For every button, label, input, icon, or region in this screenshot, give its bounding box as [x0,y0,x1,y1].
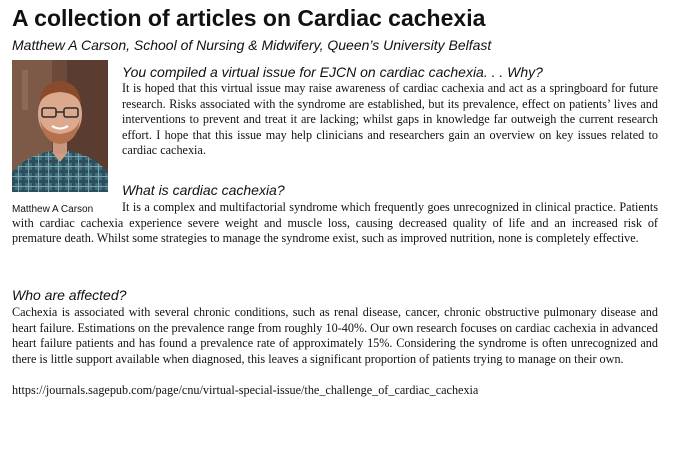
photo-caption: Matthew A Carson [12,204,94,215]
section-body-who: Cachexia is associated with several chronic conditions, such as renal disease, cancer, chronic obstructive pulmonary disease and heart failure. Estimations on the prevalence range from roughly 10-40%. Our own research focuses on cardiac cachexia in advanced heart failure patients and has found a prevalence rate of approximately 15%. Considering the syndrome is often unrecognized and there is little support available when diagnosed, this leaves a significant proportion of patients trying to manage on their own. [12,305,658,366]
section-heading-what: What is cardiac cachexia? [122,182,285,198]
author-byline: Matthew A Carson, School of Nursing & Midwifery, Queen’s University Belfast [12,37,492,53]
article-title: A collection of articles on Cardiac cachexia [12,5,486,31]
source-link[interactable]: https://journals.sagepub.com/page/cnu/virtual-special-issue/the_challenge_of_cardiac_cachexia [12,383,479,397]
section-heading-why: You compiled a virtual issue for EJCN on cardiac cachexia. . . Why? [122,64,543,80]
section-heading-who: Who are affected? [12,287,127,303]
author-photo [12,60,108,192]
section-body-why: It is hoped that this virtual issue may raise awareness of cardiac cachexia and act as a springboard for future research. Risks associated with the syndrome are established, but its prevalence, effect on patients’ lives and interventions to prevent and treat it are lacking; whilst gaps in knowledge far outweigh the current research effort. I hope that this issue may help clinicians and researchers gain an overview on key issues related to cardiac cachexia. [122,81,658,158]
section-body-what: It is a complex and multifactorial syndrome which frequently goes unrecognized in clinical practice. Patients with cardiac cachexia experience severe weight and muscle loss, causing decreased quality of life and an increased risk of premature death. Whilst some strategies to manage the syndrome exist, such as improved nutrition, none is completely effective. [12,200,658,246]
